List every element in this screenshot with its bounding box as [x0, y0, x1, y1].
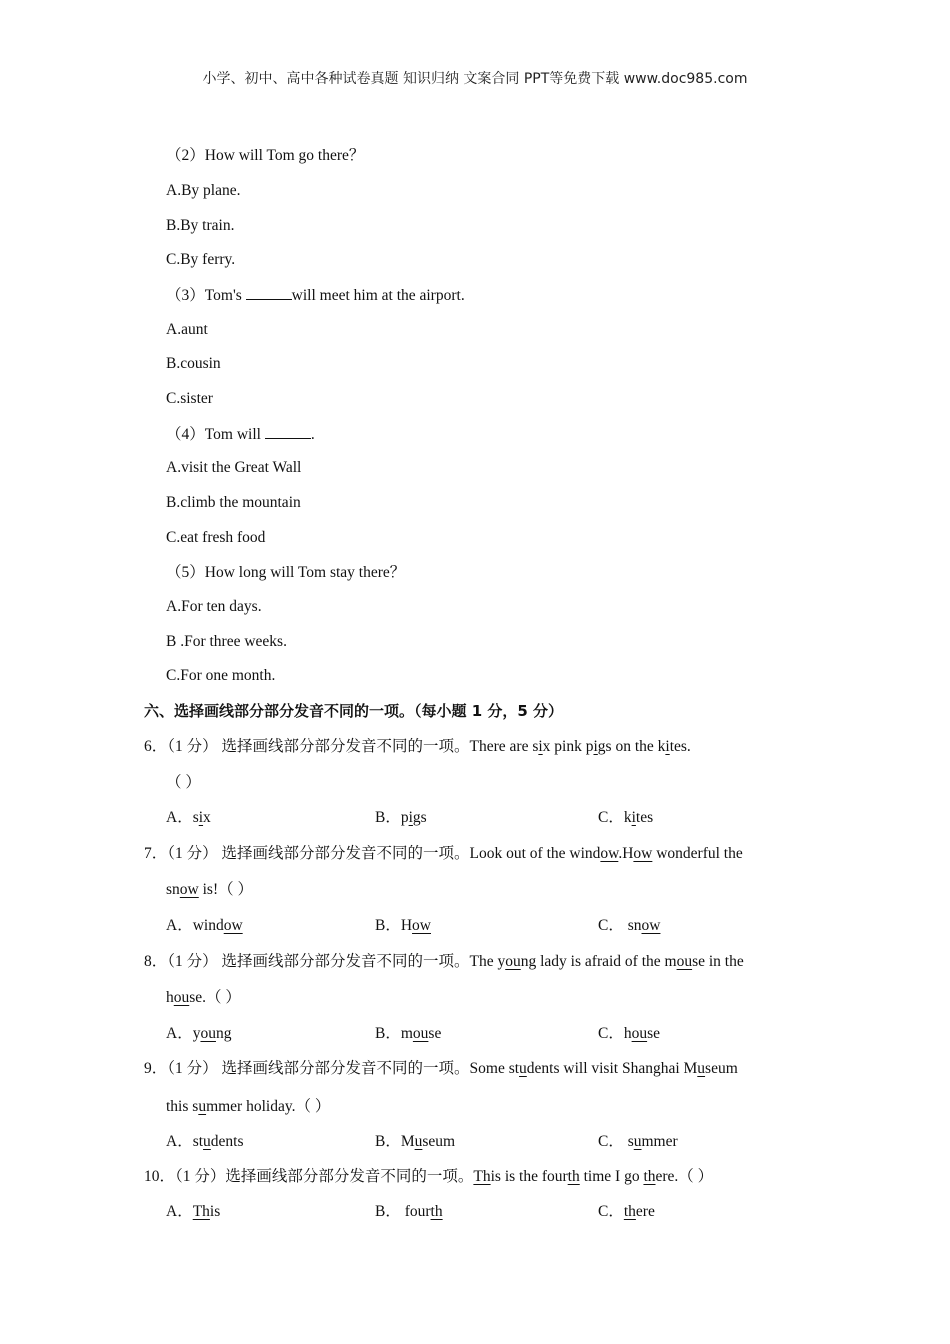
underlined-letters: ow — [633, 845, 653, 862]
question-number: 8．（1 分） 选择画线部分部分发音不同的一项。 — [144, 953, 470, 970]
question-10-stem — [144, 1167, 713, 1187]
question-6-options — [166, 808, 866, 828]
stem-text: this s — [166, 1098, 199, 1115]
option-c: C．house — [598, 1025, 661, 1042]
question-5-stem: （5）How long will Tom stay there？ — [166, 564, 406, 581]
option-b: B．pigs — [375, 809, 427, 826]
stem-text: tes. — [669, 738, 691, 755]
option-b: B． fourth — [375, 1203, 443, 1220]
question-4-option-b: B.climb the mountain — [166, 494, 301, 511]
section-6-title: 六、选择画线部分部分发音不同的一项。（每小题 1 分，5 分） — [144, 702, 564, 720]
underlined-letters: ow — [600, 845, 619, 862]
question-4-option-c: C.eat fresh food — [166, 529, 266, 546]
question-number: 9．（1 分） 选择画线部分部分发音不同的一项。 — [144, 1060, 470, 1077]
stem-text: h — [166, 989, 174, 1006]
question-6-stem — [144, 737, 691, 757]
question-number: 10．（1 分）选择画线部分部分发音不同的一项。 — [144, 1168, 474, 1185]
question-7-stem-line2 — [166, 880, 253, 900]
underlined-letters: i — [538, 738, 543, 755]
stem-text: sn — [166, 881, 180, 898]
option-a: A．This — [166, 1203, 221, 1220]
option-a: A．six — [166, 809, 211, 826]
stem-text: seum — [705, 1060, 738, 1077]
option-b: B．mouse — [375, 1025, 442, 1042]
question-4-stem-post: . — [310, 426, 315, 443]
answer-blank — [246, 285, 292, 300]
question-8-options — [166, 1024, 866, 1044]
question-2-option-a: A.By plane. — [166, 182, 241, 199]
stem-text: is is the four — [490, 1168, 568, 1185]
option-c: C． snow — [598, 917, 661, 934]
underlined-letters: ou — [676, 953, 693, 970]
page-header: 小学、初中、高中各种试卷真题 知识归纳 文案合同 PPT等免费下载 www.doc985.com — [202, 71, 748, 87]
underlined-letters: u — [198, 1098, 207, 1115]
question-number: 6．（1 分） 选择画线部分部分发音不同的一项。 — [144, 738, 470, 755]
stem-text: is!（ ） — [198, 881, 254, 898]
stem-text: se.（ ） — [189, 989, 241, 1006]
question-4-stem — [166, 424, 315, 445]
option-c: C． summer — [598, 1133, 678, 1150]
stem-text: There are s — [469, 738, 539, 755]
stem-text: The y — [469, 953, 506, 970]
option-a: A．window — [166, 917, 243, 934]
question-2-option-c: C.By ferry. — [166, 251, 236, 268]
question-2-option-b: B.By train. — [166, 217, 235, 234]
question-9-stem-line2 — [166, 1097, 330, 1117]
stem-text: wonderful the — [652, 845, 743, 862]
stem-text: Look out of the wind — [469, 845, 601, 862]
question-8-stem — [144, 952, 744, 972]
option-a: A．young — [166, 1025, 232, 1042]
stem-text: mmer holiday.（ ） — [206, 1098, 331, 1115]
underlined-letters: i — [593, 738, 598, 755]
underlined-letters: u — [697, 1060, 706, 1077]
question-5-option-b: B .For three weeks. — [166, 633, 287, 650]
underlined-letters: u — [519, 1060, 527, 1077]
stem-text: Some st — [469, 1060, 520, 1077]
underlined-letters: ow — [179, 881, 199, 898]
option-c: C．there — [598, 1203, 655, 1220]
stem-text: time I go — [579, 1168, 644, 1185]
question-3-stem-post: will meet him at the airport. — [291, 287, 465, 304]
underlined-letters: th — [643, 1168, 656, 1185]
question-4-stem-pre: （4）Tom will — [166, 426, 265, 443]
stem-text: dents will visit Shanghai M — [526, 1060, 698, 1077]
stem-text: ere.（ ） — [655, 1168, 714, 1185]
question-8-stem-line2 — [166, 988, 241, 1008]
stem-text: .H — [618, 845, 634, 862]
option-b: B．Museum — [375, 1133, 456, 1150]
question-7-stem — [144, 844, 743, 864]
question-3-option-b: B.cousin — [166, 355, 221, 372]
question-5-option-a: A.For ten days. — [166, 598, 262, 615]
option-a: A．students — [166, 1133, 244, 1150]
stem-text: gs on the k — [597, 738, 666, 755]
question-3-option-a: A.aunt — [166, 321, 208, 338]
question-5-option-c: C.For one month. — [166, 667, 276, 684]
question-2-stem: （2）How will Tom go there？ — [166, 147, 365, 164]
underlined-letters: th — [567, 1168, 580, 1185]
question-3-option-c: C.sister — [166, 390, 213, 407]
answer-blank — [265, 424, 311, 439]
question-10-options — [166, 1202, 866, 1222]
option-b: B．How — [375, 917, 431, 934]
underlined-letters: Th — [473, 1168, 491, 1185]
option-c: C．kites — [598, 809, 654, 826]
underlined-letters: ou — [173, 989, 190, 1006]
question-4-option-a: A.visit the Great Wall — [166, 459, 302, 476]
question-9-options — [166, 1132, 866, 1152]
stem-text: ng lady is afraid of the m — [520, 953, 677, 970]
answer-parentheses: （ ） — [166, 774, 201, 791]
underlined-letters: i — [665, 738, 670, 755]
question-3-stem-pre: （3）Tom's — [166, 287, 246, 304]
underlined-letters: ou — [505, 953, 521, 970]
question-7-options — [166, 916, 866, 936]
stem-text: x pink p — [542, 738, 594, 755]
question-number: 7．（1 分） 选择画线部分部分发音不同的一项。 — [144, 845, 470, 862]
question-9-stem — [144, 1059, 738, 1079]
stem-text: se in the — [692, 953, 744, 970]
question-3-stem — [166, 285, 465, 306]
